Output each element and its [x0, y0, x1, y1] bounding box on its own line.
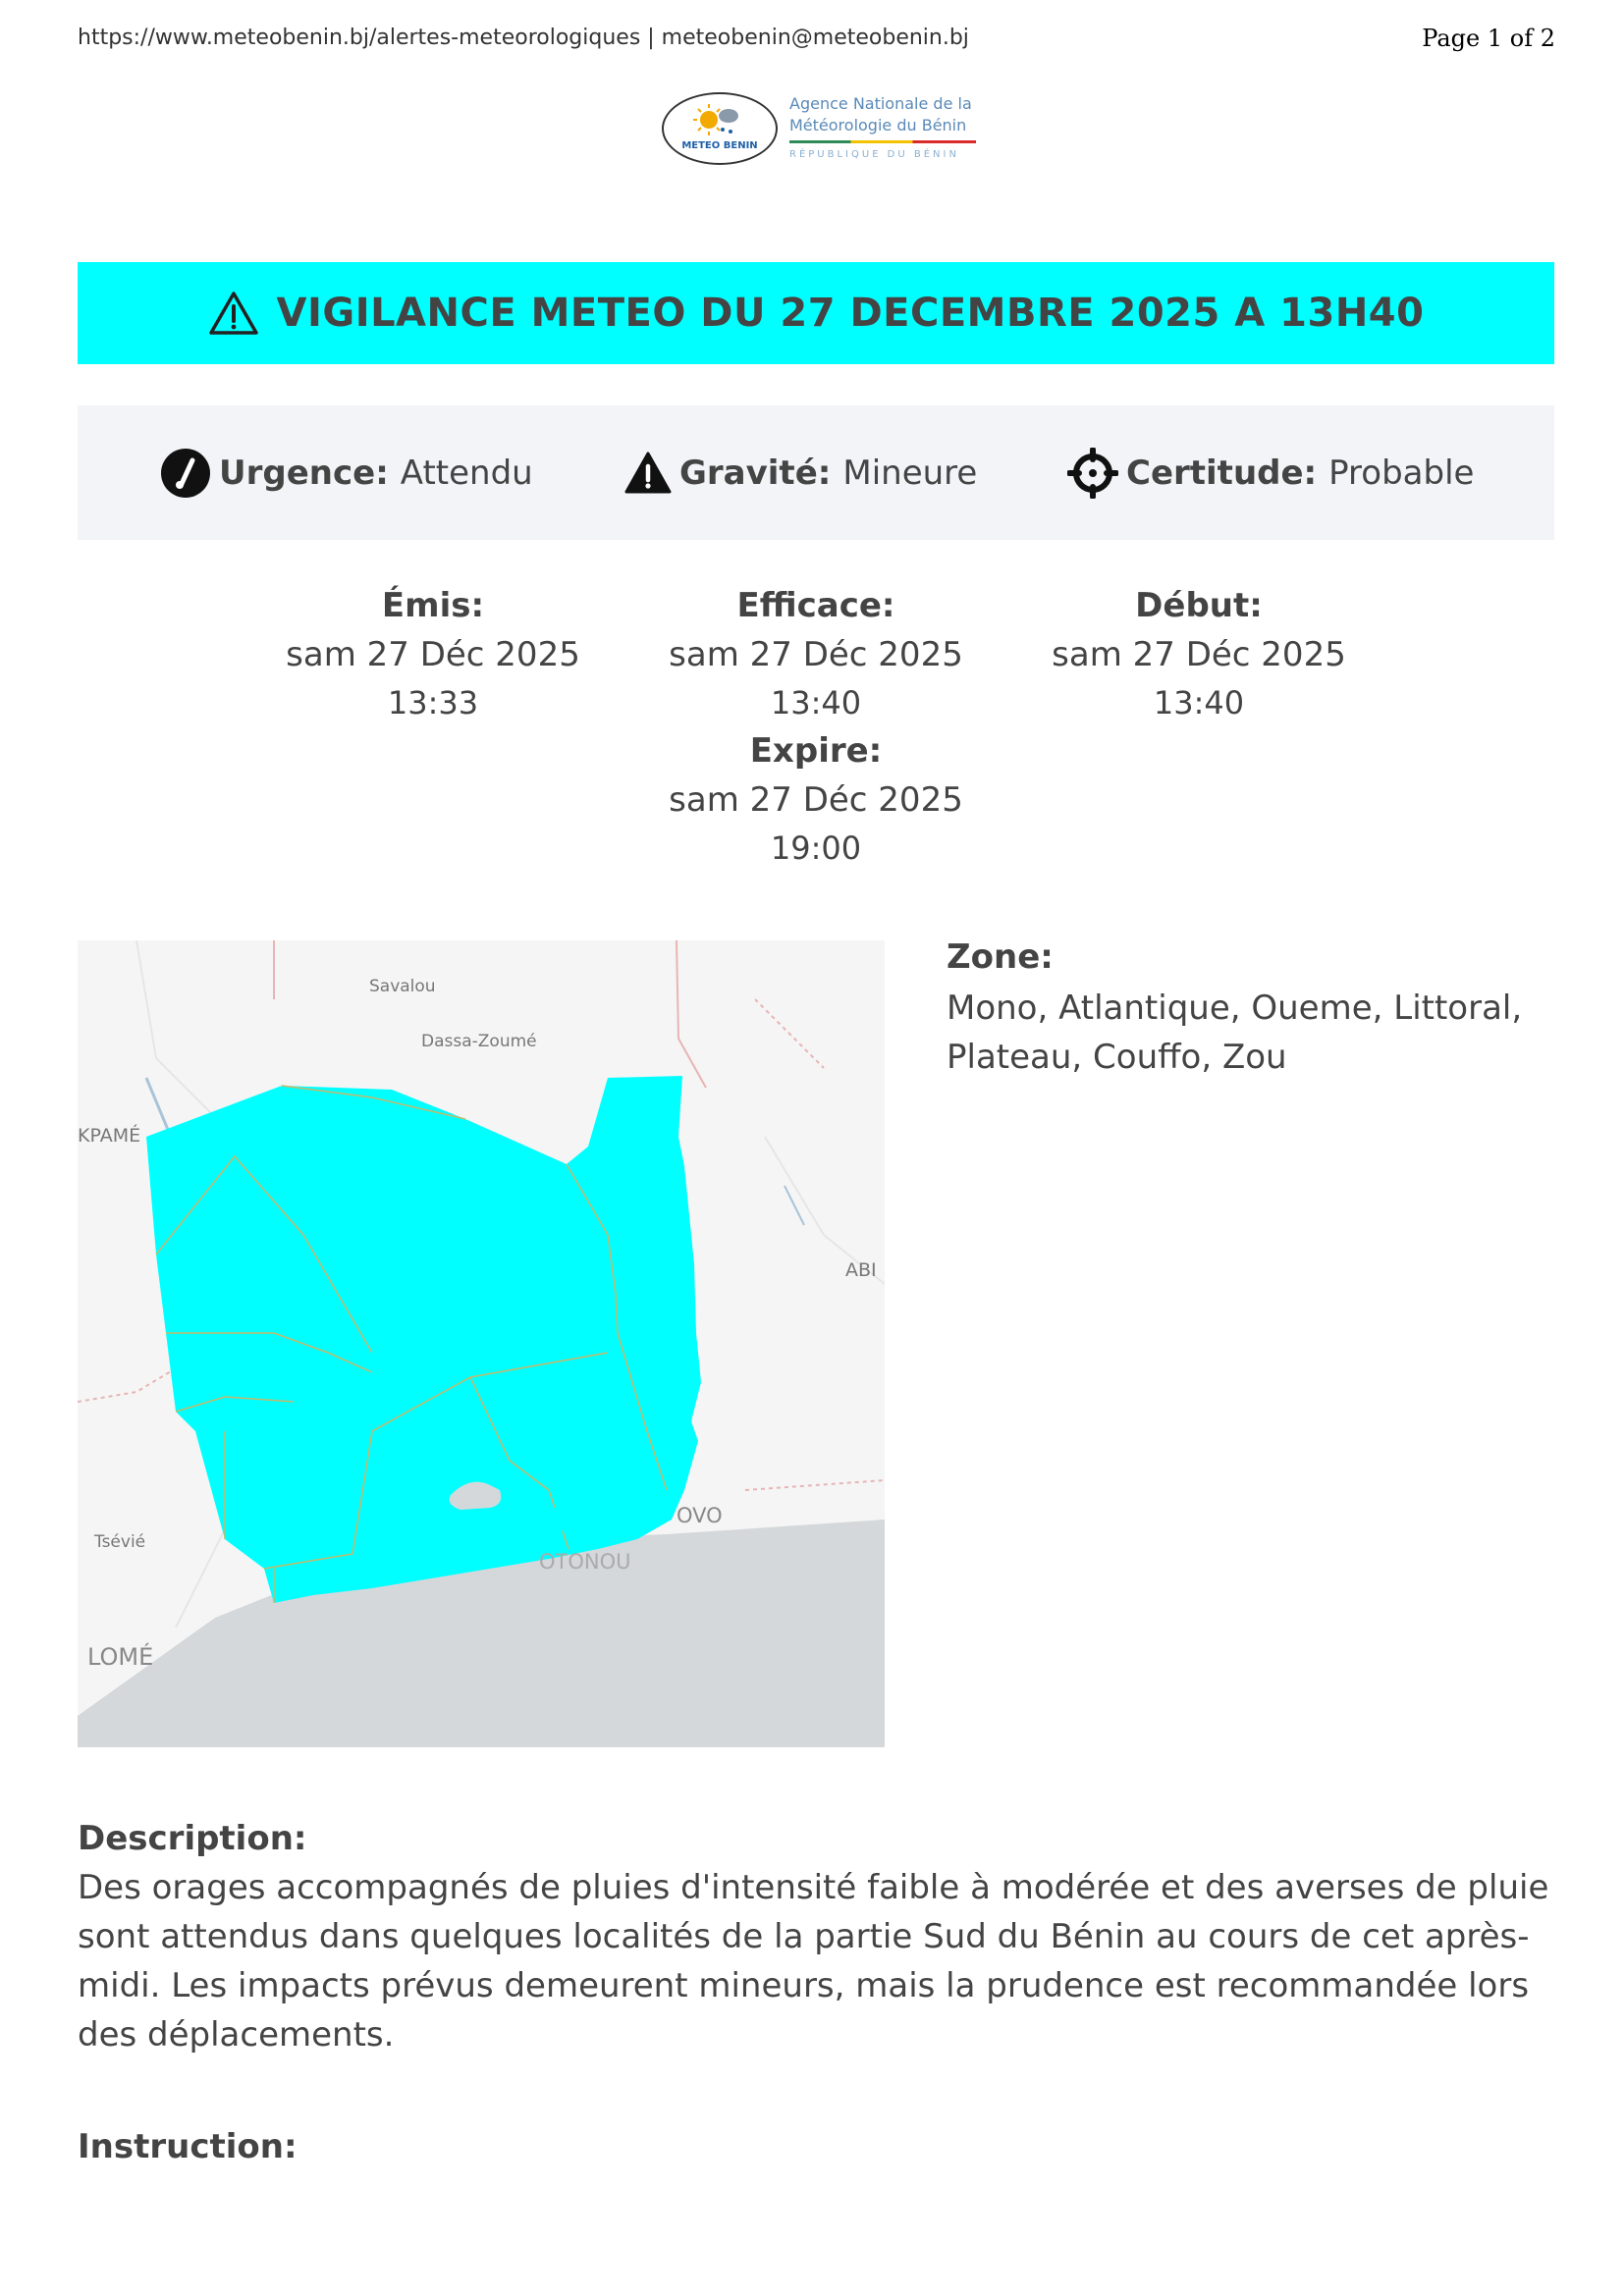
description-label: Description: [78, 1819, 307, 1858]
warning-triangle-icon [208, 291, 259, 336]
vigilance-title-banner [78, 262, 1554, 364]
emis-time: 13:33 [387, 684, 479, 721]
certitude-property [1067, 405, 1474, 540]
emis-day: sam 27 Déc 2025 [286, 635, 580, 674]
emis-label: Émis: [381, 586, 485, 625]
debut-day: sam 27 Déc 2025 [1052, 635, 1346, 674]
efficace-block [639, 581, 993, 872]
crosshairs-icon [1067, 448, 1118, 499]
debut-label: Début: [1135, 586, 1263, 625]
alert-zone-map [78, 940, 885, 1747]
sun-cloud-icon [664, 94, 776, 163]
urgence-label: Urgence: [219, 453, 389, 493]
alert-properties [78, 405, 1554, 540]
gravite-property [624, 405, 977, 540]
agency-logo [658, 88, 982, 167]
expire-time: 19:00 [770, 829, 862, 867]
map-label-tsevie: Tsévié [94, 1532, 146, 1552]
vigilance-title: VIGILANCE METEO DU 27 DECEMBRE 2025 A 13H40 [276, 291, 1425, 336]
map-svg [78, 940, 885, 1747]
emis-block [256, 581, 610, 726]
certitude-label: Certitude: [1126, 453, 1318, 493]
map-label-savalou: Savalou [369, 977, 436, 996]
debut-time: 13:40 [1153, 684, 1245, 721]
instruction-label: Instruction: [78, 2127, 298, 2166]
gravite-label: Gravité: [679, 453, 832, 493]
country-name: RÉPUBLIQUE DU BÉNIN [789, 149, 959, 160]
debut-block [1022, 581, 1376, 726]
agency-name-line1: Agence Nationale de la [789, 94, 972, 113]
efficace-day: sam 27 Déc 2025 [669, 635, 963, 674]
page-indicator: Page 1 of 2 [1422, 25, 1555, 52]
certitude-value: Probable [1328, 453, 1475, 493]
expire-label: Expire: [749, 731, 883, 771]
description-value: Des orages accompagnés de pluies d'intensité faible à modérée et des averses de pluie sont attendus dans quelques localités de la partie Sud du Bénin au cours de cet après-midi. Les impacts prévus demeurent mineurs, mais la prudence est recommandée lors des déplacements. [78, 1868, 1549, 2055]
gravite-value: Mineure [842, 453, 978, 493]
logo-oval-text: METEO BENIN [681, 140, 758, 151]
map-label-dassa: Dassa-Zoumé [421, 1032, 537, 1051]
expire-day: sam 27 Déc 2025 [669, 780, 963, 820]
zone-label: Zone: [947, 937, 1054, 977]
agency-name-line2: Météorologie du Bénin [789, 116, 967, 134]
flag-color-rule [789, 140, 976, 143]
urgence-property [160, 405, 533, 540]
logo-oval [662, 92, 778, 165]
efficace-time: 13:40 [770, 684, 862, 721]
zone-value: Mono, Atlantique, Oueme, Littoral, Plateau, Couffo, Zou [947, 988, 1523, 1077]
gauge-icon [160, 448, 211, 499]
header-url-contact: https://www.meteobenin.bj/alertes-meteorologiques | meteobenin@meteobenin.bj [78, 26, 969, 50]
map-label-abi: ABI [845, 1259, 877, 1281]
exclamation-triangle-icon [624, 452, 672, 495]
urgence-value: Attendu [400, 453, 533, 493]
efficace-label: Efficace: [736, 586, 895, 625]
map-label-cotonou: OTONOU [539, 1550, 631, 1574]
map-label-ovo: OVO [677, 1504, 723, 1527]
map-label-kpame: KPAMÉ [78, 1125, 141, 1147]
map-label-lome: LOMÉ [87, 1643, 154, 1671]
